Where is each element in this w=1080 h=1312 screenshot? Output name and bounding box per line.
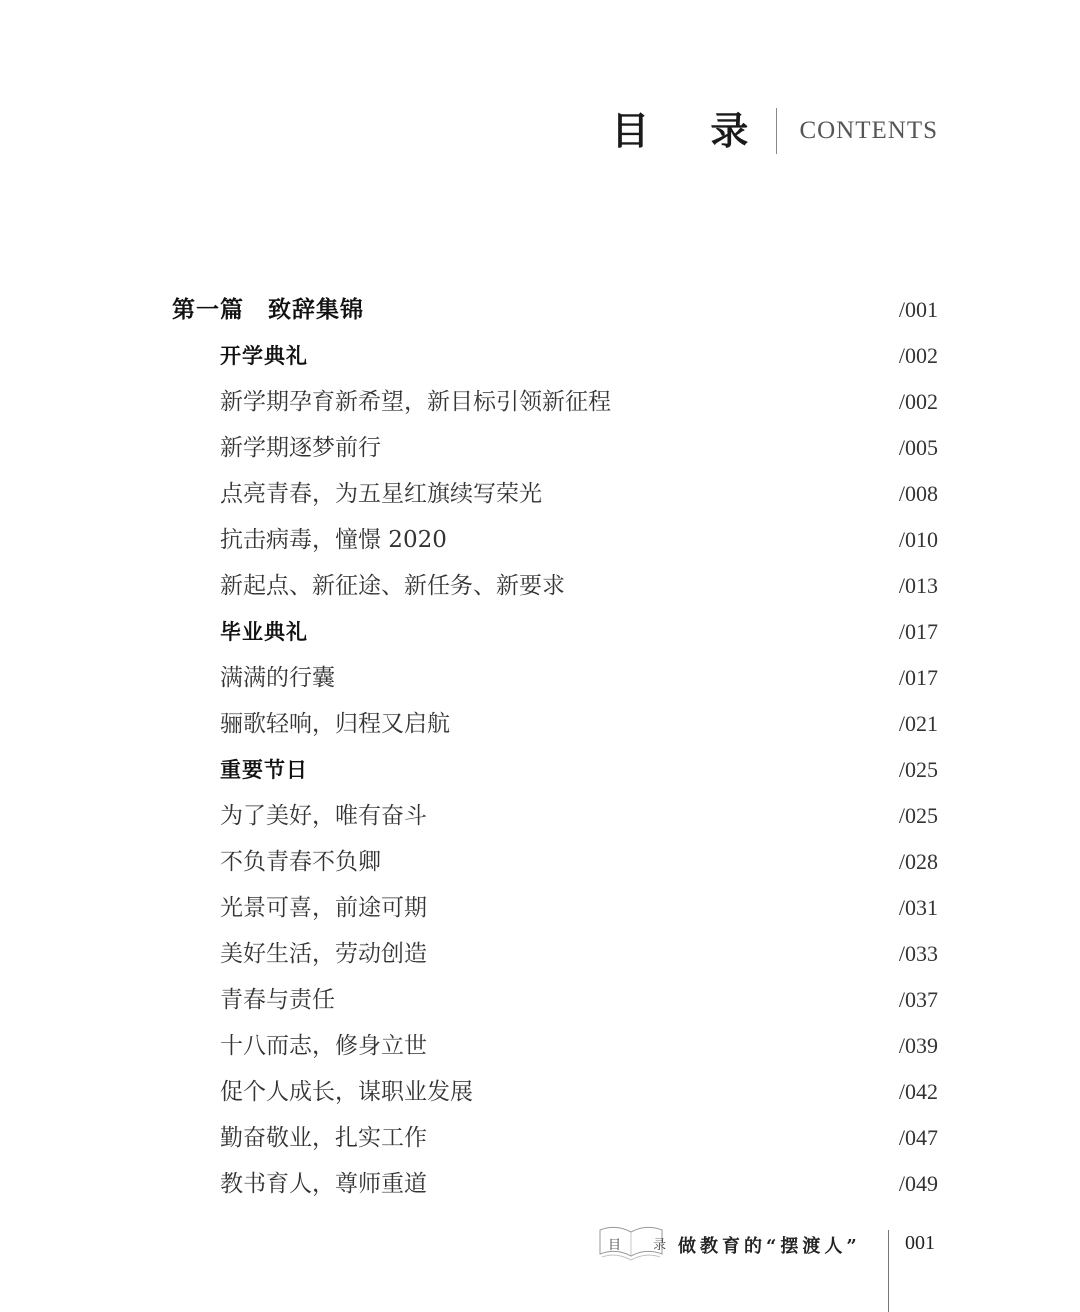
toc-entry-title: 青春与责任 bbox=[220, 987, 335, 1013]
toc-entry-page: /047 bbox=[898, 1125, 938, 1150]
page-footer bbox=[598, 1222, 1080, 1312]
toc-item-entry[interactable] bbox=[0, 701, 1080, 747]
toc-item-entry[interactable] bbox=[0, 379, 1080, 425]
toc-entry-page: /013 bbox=[898, 573, 938, 598]
toc-entry-title: 新起点、新征途、新任务、新要求 bbox=[220, 573, 565, 599]
title-divider bbox=[776, 108, 777, 154]
toc-item-entry[interactable] bbox=[0, 1115, 1080, 1161]
toc-entry-title: 促个人成长，谋职业发展 bbox=[220, 1079, 473, 1105]
toc-entry-page: /049 bbox=[898, 1171, 938, 1196]
toc-entry-title: 美好生活，劳动创造 bbox=[220, 941, 427, 967]
toc-entry-title: 重要节日 bbox=[220, 758, 308, 782]
toc-entry-title: 抗击病毒，憧憬 2020 bbox=[220, 527, 447, 553]
toc-entry-page: /010 bbox=[898, 527, 938, 552]
toc-entry-page: /017 bbox=[898, 665, 938, 690]
toc-entry-title: 新学期逐梦前行 bbox=[220, 435, 381, 461]
toc-item-entry[interactable] bbox=[0, 425, 1080, 471]
toc-entry-title: 满满的行囊 bbox=[220, 665, 335, 691]
toc-entry-page: /042 bbox=[898, 1079, 938, 1104]
toc-section-entry[interactable] bbox=[0, 333, 1080, 379]
toc-entry-title: 十八而志，修身立世 bbox=[220, 1033, 427, 1059]
toc-item-entry[interactable] bbox=[0, 655, 1080, 701]
toc-entry-page: /021 bbox=[898, 711, 938, 736]
toc-entry-page: /037 bbox=[898, 987, 938, 1012]
toc-entry-page: /025 bbox=[898, 803, 938, 828]
toc-entry-page: /039 bbox=[898, 1033, 938, 1058]
toc-entry-page: /025 bbox=[898, 757, 938, 782]
toc-entry-title: 骊歌轻响，归程又启航 bbox=[220, 711, 450, 737]
toc-entry-title: 开学典礼 bbox=[220, 344, 308, 368]
footer-book-title: 做教育的“摆渡人” bbox=[678, 1236, 861, 1257]
footer-divider bbox=[888, 1230, 889, 1312]
toc-entry-page: /002 bbox=[898, 343, 938, 368]
toc-item-entry[interactable] bbox=[0, 977, 1080, 1023]
toc-entry-page: /008 bbox=[898, 481, 938, 506]
toc-item-entry[interactable] bbox=[0, 839, 1080, 885]
toc-entry-page: /033 bbox=[898, 941, 938, 966]
toc-section-entry[interactable] bbox=[0, 609, 1080, 655]
toc-item-entry[interactable] bbox=[0, 885, 1080, 931]
toc-item-entry[interactable] bbox=[0, 1161, 1080, 1207]
contents-title-english: CONTENTS bbox=[799, 117, 938, 144]
toc-entry-page: /017 bbox=[898, 619, 938, 644]
toc-item-entry[interactable] bbox=[0, 517, 1080, 563]
toc-part-entry[interactable] bbox=[0, 287, 1080, 333]
footer-page-number: 001 bbox=[905, 1232, 935, 1254]
toc-entry-title: 教书育人，尊师重道 bbox=[220, 1171, 427, 1197]
toc-entry-title: 勤奋敬业，扎实工作 bbox=[220, 1125, 427, 1151]
contents-title-chinese: 目 录 bbox=[611, 108, 773, 153]
page-header bbox=[611, 105, 938, 157]
toc-item-entry[interactable] bbox=[0, 931, 1080, 977]
table-of-contents bbox=[0, 287, 1080, 1207]
toc-item-entry[interactable] bbox=[0, 793, 1080, 839]
footer-section-label: 目 录 bbox=[608, 1238, 681, 1253]
toc-entry-page: /005 bbox=[898, 435, 938, 460]
toc-entry-title: 不负青春不负卿 bbox=[220, 849, 381, 875]
toc-entry-title: 毕业典礼 bbox=[220, 620, 308, 644]
toc-entry-title: 点亮青春，为五星红旗续写荣光 bbox=[220, 481, 542, 507]
toc-entry-page: /001 bbox=[898, 297, 938, 322]
toc-item-entry[interactable] bbox=[0, 471, 1080, 517]
toc-section-entry[interactable] bbox=[0, 747, 1080, 793]
toc-entry-title: 第一篇 致辞集锦 bbox=[172, 296, 364, 323]
toc-item-entry[interactable] bbox=[0, 1069, 1080, 1115]
toc-entry-page: /028 bbox=[898, 849, 938, 874]
toc-entry-title: 为了美好，唯有奋斗 bbox=[220, 803, 427, 829]
toc-entry-page: /031 bbox=[898, 895, 938, 920]
toc-entry-title: 光景可喜，前途可期 bbox=[220, 895, 427, 921]
toc-item-entry[interactable] bbox=[0, 1023, 1080, 1069]
toc-item-entry[interactable] bbox=[0, 563, 1080, 609]
toc-entry-page: /002 bbox=[898, 389, 938, 414]
toc-entry-title: 新学期孕育新希望，新目标引领新征程 bbox=[220, 389, 611, 415]
